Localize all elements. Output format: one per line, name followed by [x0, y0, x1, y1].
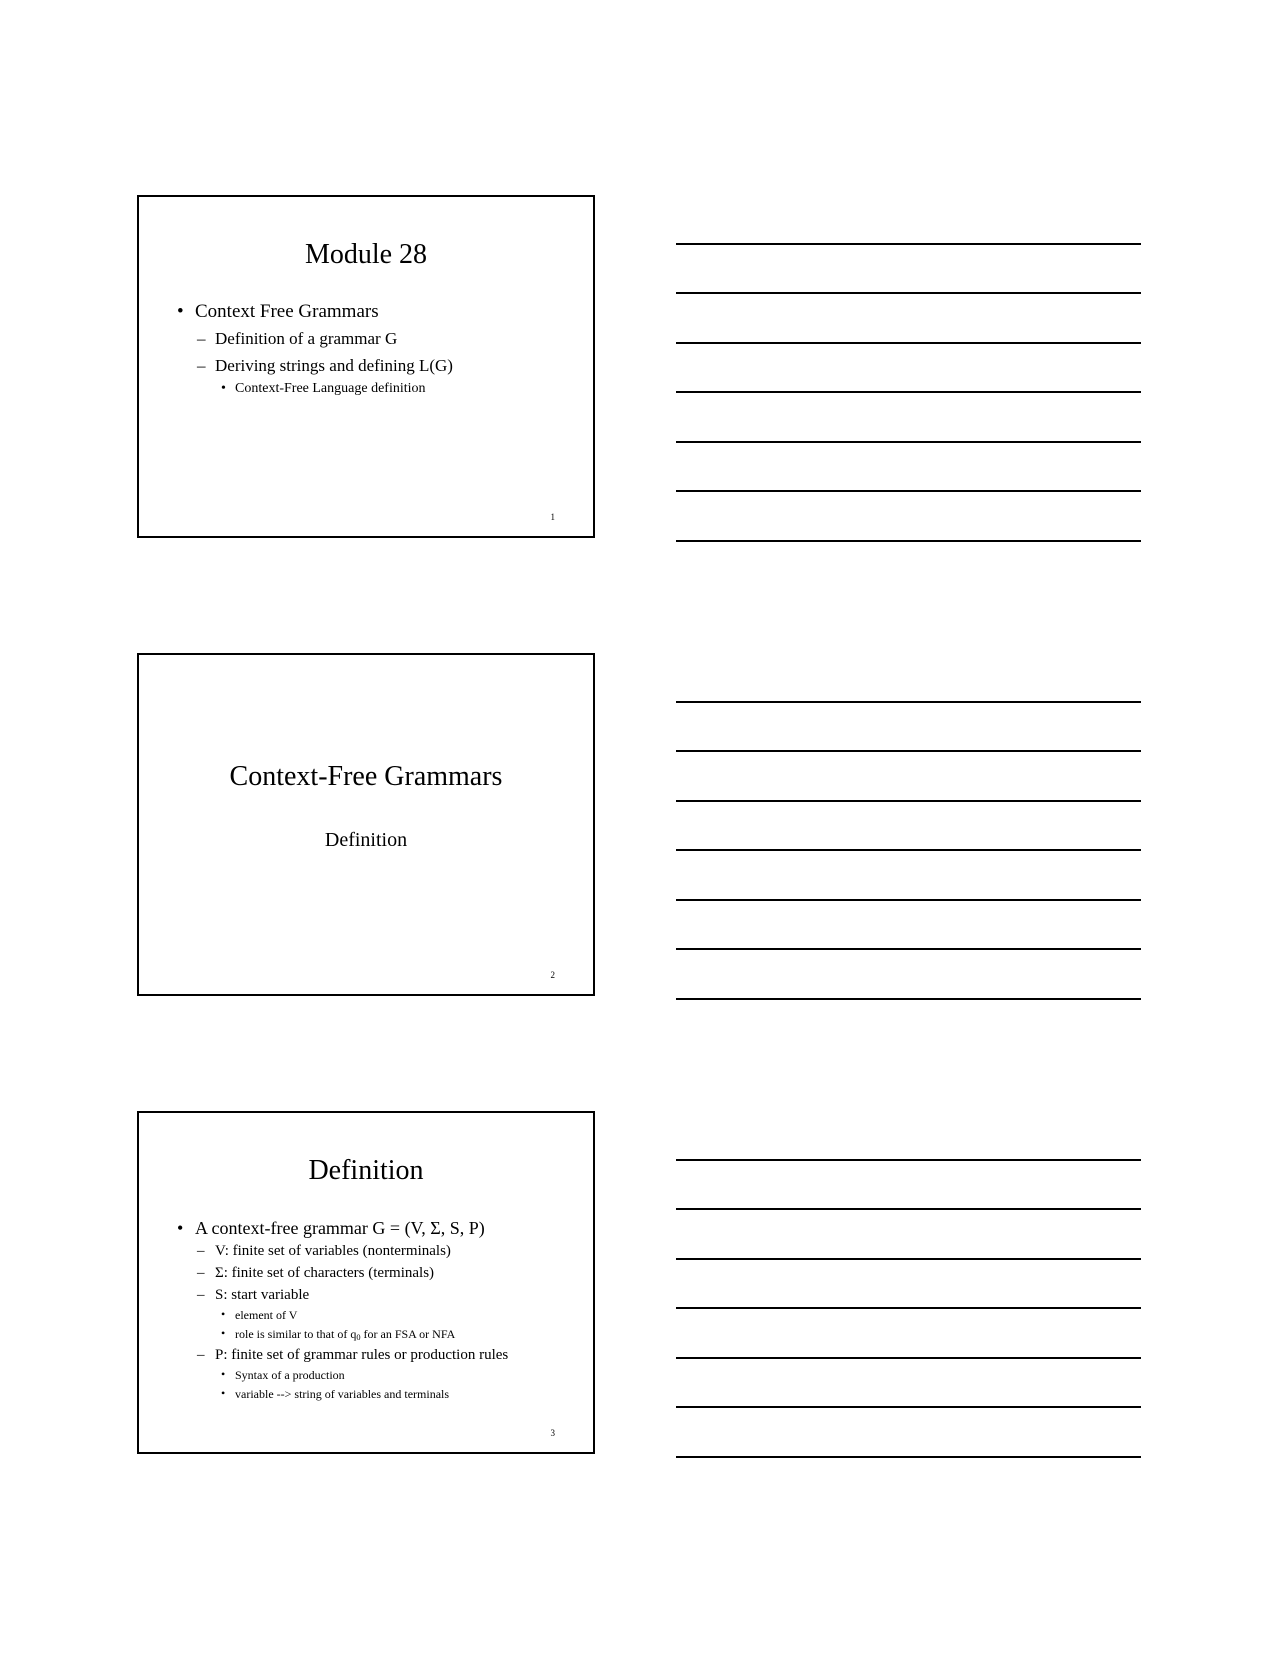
dash-marker: – — [197, 356, 206, 375]
note-line — [676, 1406, 1141, 1408]
note-line — [676, 540, 1141, 542]
bullet-level-3 — [177, 1306, 585, 1325]
dash-marker: – — [197, 1265, 205, 1281]
bullet-text: variable --> string of variables and terminals — [235, 1387, 450, 1401]
slide-3 — [137, 1111, 595, 1454]
note-line — [676, 1357, 1141, 1359]
slide-2 — [137, 653, 595, 996]
bullet-text-start: role is similar to that of q — [235, 1327, 357, 1341]
slide-title: Module 28 — [304, 239, 428, 270]
slide-title: Context-Free Grammars — [229, 761, 503, 792]
bullet-marker: • — [177, 301, 184, 322]
bullet-text: Syntax of a production — [235, 1368, 345, 1382]
note-line — [676, 849, 1141, 851]
bullet-level-1 — [177, 1217, 585, 1240]
bullet-level-3 — [177, 379, 585, 398]
bullet-text: Context-Free Language definition — [235, 381, 426, 396]
bullet-marker: • — [221, 1386, 226, 1400]
bullet-text: A context-free grammar G = (V, Σ, S, P) — [195, 1218, 485, 1238]
note-line — [676, 342, 1141, 344]
bullet-level-2 — [177, 1240, 585, 1262]
slide-subtitle: Definition — [324, 829, 408, 851]
bullet-marker: • — [221, 1367, 226, 1381]
bullet-level-2 — [177, 1262, 585, 1284]
slide-1 — [137, 195, 595, 538]
bullet-level-2 — [177, 352, 585, 379]
bullet-level-2 — [177, 325, 585, 352]
note-line — [676, 1159, 1141, 1161]
note-line — [676, 391, 1141, 393]
note-line — [676, 899, 1141, 901]
bullet-text: Σ: finite set of characters (terminals) — [215, 1265, 435, 1281]
slide-number: 2 — [550, 970, 555, 980]
bullet-level-2 — [177, 1284, 585, 1306]
slide-body — [177, 1217, 585, 1404]
dash-marker: – — [197, 1347, 205, 1363]
bullet-level-3 — [177, 1366, 585, 1385]
note-line — [676, 800, 1141, 802]
note-line — [676, 998, 1141, 1000]
note-line — [676, 948, 1141, 950]
slide-number: 1 — [550, 512, 555, 522]
bullet-text: V: finite set of variables (nonterminals) — [215, 1243, 451, 1259]
note-line — [676, 701, 1141, 703]
dash-marker: – — [197, 1243, 205, 1259]
note-line — [676, 1258, 1141, 1260]
note-line — [676, 490, 1141, 492]
bullet-marker: • — [221, 1326, 226, 1340]
dash-marker: – — [197, 1287, 205, 1303]
bullet-marker: • — [177, 1218, 184, 1238]
note-line — [676, 750, 1141, 752]
bullet-text: P: finite set of grammar rules or production rules — [215, 1347, 509, 1363]
slide-title: Definition — [308, 1155, 424, 1186]
note-line — [676, 1456, 1141, 1458]
note-line — [676, 1208, 1141, 1210]
bullet-marker: • — [221, 381, 226, 396]
bullet-level-3 — [177, 1385, 585, 1404]
note-line — [676, 243, 1141, 245]
dash-marker: – — [197, 329, 206, 348]
slide-number: 3 — [550, 1428, 555, 1438]
note-line — [676, 1307, 1141, 1309]
bullet-marker: • — [221, 1307, 226, 1321]
bullet-text: Deriving strings and defining L(G) — [215, 356, 453, 375]
bullet-level-2 — [177, 1344, 585, 1366]
bullet-text: Definition of a grammar G — [215, 329, 398, 348]
note-line — [676, 441, 1141, 443]
bullet-level-3 — [177, 1325, 585, 1344]
bullet-text: element of V — [235, 1308, 298, 1322]
bullet-text: S: start variable — [215, 1287, 310, 1303]
subscript: 0 — [356, 1333, 361, 1343]
bullet-text-end: for an FSA or NFA — [360, 1327, 456, 1341]
note-line — [676, 292, 1141, 294]
bullet-level-1 — [177, 299, 585, 325]
bullet-text: Context Free Grammars — [195, 301, 379, 322]
slide-body — [177, 299, 585, 398]
